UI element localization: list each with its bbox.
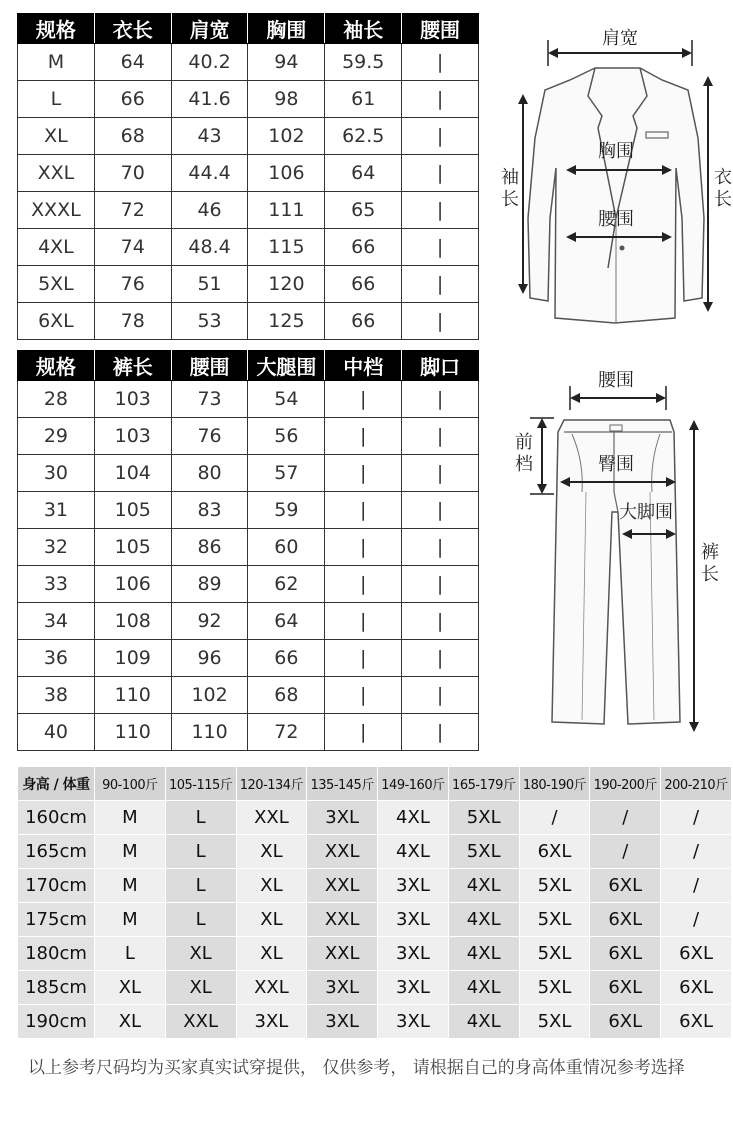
- jacket-table-cell: 48.4: [171, 229, 248, 266]
- jacket-table-cell: 94: [248, 44, 325, 81]
- recommended-size-cell: 4XL: [448, 971, 519, 1005]
- shoulder-label: 肩宽: [602, 28, 638, 49]
- jacket-table-cell: 64: [94, 44, 171, 81]
- jacket-table-cell: 46: [171, 192, 248, 229]
- recommended-size-cell: 3XL: [307, 971, 378, 1005]
- pants-table-cell: 92: [171, 603, 248, 640]
- pants-table-cell: |: [402, 603, 479, 640]
- recommended-size-cell: /: [661, 801, 732, 835]
- jacket-table-cell: 44.4: [171, 155, 248, 192]
- jacket-table-cell: 43: [171, 118, 248, 155]
- pants-table-cell: 86: [171, 529, 248, 566]
- pants-waist-label: 腰围: [598, 370, 634, 391]
- recommended-size-cell: XL: [236, 869, 307, 903]
- recommended-size-cell: 5XL: [519, 971, 590, 1005]
- jacket-table-header-cell: 规格: [18, 14, 95, 44]
- recommended-size-cell: 5XL: [519, 869, 590, 903]
- jacket-table-header-cell: 衣长: [94, 14, 171, 44]
- jacket-table-cell: 98: [248, 81, 325, 118]
- recommended-size-cell: 3XL: [236, 1005, 307, 1039]
- pants-table-cell: 68: [248, 677, 325, 714]
- jacket-table-row: [18, 229, 479, 266]
- pants-table-cell: 103: [94, 418, 171, 455]
- jacket-table-cell: 62.5: [325, 118, 402, 155]
- recommended-size-cell: 4XL: [448, 937, 519, 971]
- recommended-size-cell: 3XL: [307, 801, 378, 835]
- jacket-table-cell: 102: [248, 118, 325, 155]
- jacket-table-cell: |: [402, 44, 479, 81]
- recommended-size-cell: 3XL: [378, 869, 449, 903]
- pants-table-cell: |: [402, 714, 479, 751]
- pants-table-header-cell: 腰围: [171, 351, 248, 381]
- pants-table-row: [18, 492, 479, 529]
- jacket-table-cell: 78: [94, 303, 171, 340]
- recommended-size-cell: 4XL: [378, 835, 449, 869]
- recommended-size-cell: XL: [95, 1005, 166, 1039]
- pants-table-cell: 28: [18, 381, 95, 418]
- weight-range-header: 165-179斤: [448, 767, 519, 801]
- pants-size-table: [17, 350, 479, 751]
- hip-label: 臀围: [598, 454, 634, 475]
- pants-table-row: [18, 714, 479, 751]
- pants-table-cell: 29: [18, 418, 95, 455]
- weight-range-header: 200-210斤: [661, 767, 732, 801]
- pants-table-cell: 106: [94, 566, 171, 603]
- pants-table-cell: 62: [248, 566, 325, 603]
- recommended-size-cell: 6XL: [590, 937, 661, 971]
- jacket-table-cell: 72: [94, 192, 171, 229]
- recommended-size-cell: XXL: [307, 835, 378, 869]
- pants-table-cell: 102: [171, 677, 248, 714]
- pants-table-cell: 30: [18, 455, 95, 492]
- length-label-2: 长: [714, 189, 732, 210]
- recommended-size-cell: L: [165, 835, 236, 869]
- pants-table-cell: 34: [18, 603, 95, 640]
- pants-table-cell: 40: [18, 714, 95, 751]
- recommended-size-cell: XL: [95, 971, 166, 1005]
- pants-table-cell: |: [325, 714, 402, 751]
- recommended-size-cell: /: [519, 801, 590, 835]
- weight-range-header: 135-145斤: [307, 767, 378, 801]
- recommended-size-cell: 6XL: [590, 869, 661, 903]
- weight-range-header: 190-200斤: [590, 767, 661, 801]
- pants-table-cell: 72: [248, 714, 325, 751]
- jacket-table-cell: 115: [248, 229, 325, 266]
- pants-table-cell: 32: [18, 529, 95, 566]
- pants-table-cell: 104: [94, 455, 171, 492]
- pants-table-row: [18, 455, 479, 492]
- jacket-table-cell: |: [402, 303, 479, 340]
- height-row: [18, 869, 732, 903]
- jacket-table-cell: 53: [171, 303, 248, 340]
- pants-table-cell: |: [402, 492, 479, 529]
- jacket-table-cell: XXL: [18, 155, 95, 192]
- pants-table-cell: 36: [18, 640, 95, 677]
- pants-table-cell: |: [325, 677, 402, 714]
- jacket-table-header-cell: 腰围: [402, 14, 479, 44]
- recommended-size-cell: 4XL: [378, 801, 449, 835]
- jacket-table-cell: |: [402, 155, 479, 192]
- pants-table-cell: 109: [94, 640, 171, 677]
- recommended-size-cell: /: [590, 801, 661, 835]
- pants-table-cell: |: [325, 455, 402, 492]
- pants-table-header-cell: 大腿围: [248, 351, 325, 381]
- recommended-size-cell: 4XL: [448, 1005, 519, 1039]
- recommended-size-cell: M: [95, 835, 166, 869]
- pants-table-cell: 59: [248, 492, 325, 529]
- weight-range-header: 120-134斤: [236, 767, 307, 801]
- jacket-table-row: [18, 118, 479, 155]
- pants-table-cell: 60: [248, 529, 325, 566]
- jacket-table-header: [18, 14, 479, 44]
- jacket-table-cell: 59.5: [325, 44, 402, 81]
- jacket-table-cell: 41.6: [171, 81, 248, 118]
- recommended-size-cell: XL: [236, 835, 307, 869]
- height-row: [18, 1005, 732, 1039]
- recommended-size-cell: XXL: [307, 869, 378, 903]
- jacket-table-cell: L: [18, 81, 95, 118]
- height-weight-recommendation-table: [17, 766, 732, 1039]
- jacket-table-cell: 51: [171, 266, 248, 303]
- recommended-size-cell: L: [165, 869, 236, 903]
- recommended-size-cell: L: [165, 903, 236, 937]
- recommended-size-cell: 3XL: [378, 1005, 449, 1039]
- pants-table-cell: 80: [171, 455, 248, 492]
- pants-table-row: [18, 381, 479, 418]
- jacket-table-cell: 40.2: [171, 44, 248, 81]
- recommended-size-cell: XXL: [307, 937, 378, 971]
- jacket-table-row: [18, 81, 479, 118]
- recommended-size-cell: 6XL: [661, 1005, 732, 1039]
- jacket-table-row: [18, 266, 479, 303]
- weight-range-header: 149-160斤: [378, 767, 449, 801]
- pants-table-header-cell: 规格: [18, 351, 95, 381]
- jacket-table-cell: M: [18, 44, 95, 81]
- pants-table-cell: 56: [248, 418, 325, 455]
- jacket-table-cell: 120: [248, 266, 325, 303]
- thigh-label: 大脚围: [619, 502, 673, 523]
- jacket-table-cell: |: [402, 118, 479, 155]
- weight-range-header: 90-100斤: [95, 767, 166, 801]
- pants-table-cell: |: [402, 455, 479, 492]
- jacket-table-cell: 4XL: [18, 229, 95, 266]
- pants-table-cell: |: [402, 381, 479, 418]
- pants-table-cell: 31: [18, 492, 95, 529]
- recommended-size-cell: XL: [236, 903, 307, 937]
- recommended-size-cell: L: [95, 937, 166, 971]
- jacket-table-cell: 64: [325, 155, 402, 192]
- pants-table-cell: |: [325, 640, 402, 677]
- recommended-size-cell: 5XL: [519, 1005, 590, 1039]
- jacket-table-cell: 66: [325, 266, 402, 303]
- jacket-table-row: [18, 303, 479, 340]
- pants-table-cell: 57: [248, 455, 325, 492]
- pants-length-label-1: 裤: [701, 542, 719, 563]
- pants-table-cell: 105: [94, 529, 171, 566]
- recommended-size-cell: XXL: [236, 801, 307, 835]
- recommended-size-cell: XL: [236, 937, 307, 971]
- jacket-size-table: [17, 13, 479, 340]
- recommended-size-cell: /: [590, 835, 661, 869]
- jacket-table-cell: 125: [248, 303, 325, 340]
- pants-table-cell: 89: [171, 566, 248, 603]
- pants-table-cell: |: [402, 566, 479, 603]
- jacket-table-cell: 74: [94, 229, 171, 266]
- recommended-size-cell: M: [95, 903, 166, 937]
- jacket-table-row: [18, 44, 479, 81]
- rise-label-1: 前: [515, 432, 533, 453]
- jacket-table-cell: 111: [248, 192, 325, 229]
- height-weight-corner: 身高 / 体重: [18, 767, 95, 801]
- recommended-size-cell: 5XL: [448, 835, 519, 869]
- height-label: 190cm: [18, 1005, 95, 1039]
- recommended-size-cell: XXL: [307, 903, 378, 937]
- waist-label: 腰围: [598, 209, 634, 230]
- pants-table-cell: |: [325, 492, 402, 529]
- recommended-size-cell: 4XL: [448, 869, 519, 903]
- height-label: 185cm: [18, 971, 95, 1005]
- recommended-size-cell: 6XL: [590, 1005, 661, 1039]
- jacket-table-row: [18, 192, 479, 229]
- jacket-table-cell: 66: [325, 229, 402, 266]
- recommended-size-cell: 3XL: [378, 937, 449, 971]
- recommended-size-cell: XL: [165, 971, 236, 1005]
- pants-table-cell: 110: [171, 714, 248, 751]
- pants-table-cell: 83: [171, 492, 248, 529]
- pants-table-cell: |: [402, 529, 479, 566]
- pants-table-cell: |: [402, 640, 479, 677]
- jacket-table-cell: 76: [94, 266, 171, 303]
- jacket-table-cell: |: [402, 192, 479, 229]
- pants-table-cell: |: [325, 529, 402, 566]
- pants-table-cell: |: [325, 566, 402, 603]
- pants-table-cell: |: [402, 677, 479, 714]
- pants-table-header-cell: 脚口: [402, 351, 479, 381]
- recommended-size-cell: 6XL: [590, 971, 661, 1005]
- recommended-size-cell: XL: [165, 937, 236, 971]
- rise-label-2: 档: [515, 454, 533, 475]
- jacket-table-cell: XL: [18, 118, 95, 155]
- pants-table-cell: 110: [94, 714, 171, 751]
- recommended-size-cell: 4XL: [448, 903, 519, 937]
- recommended-size-cell: 5XL: [519, 937, 590, 971]
- jacket-table-cell: 70: [94, 155, 171, 192]
- jacket-table-header-cell: 胸围: [248, 14, 325, 44]
- recommended-size-cell: /: [661, 869, 732, 903]
- recommended-size-cell: M: [95, 801, 166, 835]
- pants-table-cell: 73: [171, 381, 248, 418]
- pants-table-header-cell: 中档: [325, 351, 402, 381]
- pants-table-cell: 108: [94, 603, 171, 640]
- jacket-table-cell: |: [402, 266, 479, 303]
- pants-table-cell: |: [325, 418, 402, 455]
- recommended-size-cell: 6XL: [661, 937, 732, 971]
- jacket-table-header-cell: 肩宽: [171, 14, 248, 44]
- jacket-table-cell: 66: [94, 81, 171, 118]
- pants-table-cell: 96: [171, 640, 248, 677]
- jacket-table-cell: 61: [325, 81, 402, 118]
- pants-table-cell: 105: [94, 492, 171, 529]
- length-label-1: 衣: [714, 167, 732, 188]
- jacket-table-cell: 5XL: [18, 266, 95, 303]
- pants-table-cell: 66: [248, 640, 325, 677]
- height-row: [18, 937, 732, 971]
- pants-table-row: [18, 566, 479, 603]
- recommended-size-cell: XXL: [165, 1005, 236, 1039]
- recommended-size-cell: 3XL: [378, 903, 449, 937]
- jacket-table-cell: |: [402, 229, 479, 266]
- pants-table-cell: |: [325, 381, 402, 418]
- pants-table-cell: |: [325, 603, 402, 640]
- height-row: [18, 801, 732, 835]
- jacket-table-cell: 65: [325, 192, 402, 229]
- jacket-table-cell: 66: [325, 303, 402, 340]
- recommended-size-cell: XXL: [236, 971, 307, 1005]
- jacket-table-header-cell: 袖长: [325, 14, 402, 44]
- height-label: 180cm: [18, 937, 95, 971]
- jacket-table-cell: 68: [94, 118, 171, 155]
- reference-note: 以上参考尺码均为买家真实试穿提供， 仅供参考， 请根据自己的身高体重情况参考选择: [28, 1058, 685, 1078]
- sleeve-label-2: 长: [501, 189, 519, 210]
- height-label: 160cm: [18, 801, 95, 835]
- pants-table-cell: 54: [248, 381, 325, 418]
- jacket-measurement-diagram: [490, 18, 733, 330]
- recommended-size-cell: 5XL: [519, 903, 590, 937]
- pants-measurement-diagram: [500, 362, 733, 742]
- pants-table-cell: 110: [94, 677, 171, 714]
- jacket-table-cell: 6XL: [18, 303, 95, 340]
- recommended-size-cell: 6XL: [661, 971, 732, 1005]
- pants-table-cell: 38: [18, 677, 95, 714]
- pants-table-row: [18, 640, 479, 677]
- recommended-size-cell: 5XL: [448, 801, 519, 835]
- weight-range-header: 105-115斤: [165, 767, 236, 801]
- jacket-table-row: [18, 155, 479, 192]
- recommended-size-cell: L: [165, 801, 236, 835]
- pants-table-cell: 103: [94, 381, 171, 418]
- recommended-size-cell: 3XL: [378, 971, 449, 1005]
- recommended-size-cell: /: [661, 835, 732, 869]
- sleeve-label-1: 袖: [501, 167, 519, 188]
- recommended-size-cell: /: [661, 903, 732, 937]
- recommended-size-cell: 3XL: [307, 1005, 378, 1039]
- height-label: 175cm: [18, 903, 95, 937]
- weight-range-header: 180-190斤: [519, 767, 590, 801]
- recommended-size-cell: 6XL: [590, 903, 661, 937]
- pants-table-row: [18, 418, 479, 455]
- recommended-size-cell: M: [95, 869, 166, 903]
- pants-table-header-cell: 裤长: [94, 351, 171, 381]
- height-row: [18, 903, 732, 937]
- pants-table-cell: 33: [18, 566, 95, 603]
- pants-length-label-2: 长: [701, 564, 719, 585]
- pants-table-row: [18, 677, 479, 714]
- pants-table-row: [18, 603, 479, 640]
- height-label: 170cm: [18, 869, 95, 903]
- pants-table-cell: 64: [248, 603, 325, 640]
- height-row: [18, 971, 732, 1005]
- chest-label: 胸围: [598, 141, 634, 162]
- recommended-size-cell: 6XL: [519, 835, 590, 869]
- height-label: 165cm: [18, 835, 95, 869]
- pants-table-cell: 76: [171, 418, 248, 455]
- jacket-table-cell: |: [402, 81, 479, 118]
- pants-table-row: [18, 529, 479, 566]
- pants-table-header: [18, 351, 479, 381]
- jacket-table-cell: 106: [248, 155, 325, 192]
- jacket-table-cell: XXXL: [18, 192, 95, 229]
- recommendation-header: [18, 767, 732, 801]
- height-row: [18, 835, 732, 869]
- pants-table-cell: |: [402, 418, 479, 455]
